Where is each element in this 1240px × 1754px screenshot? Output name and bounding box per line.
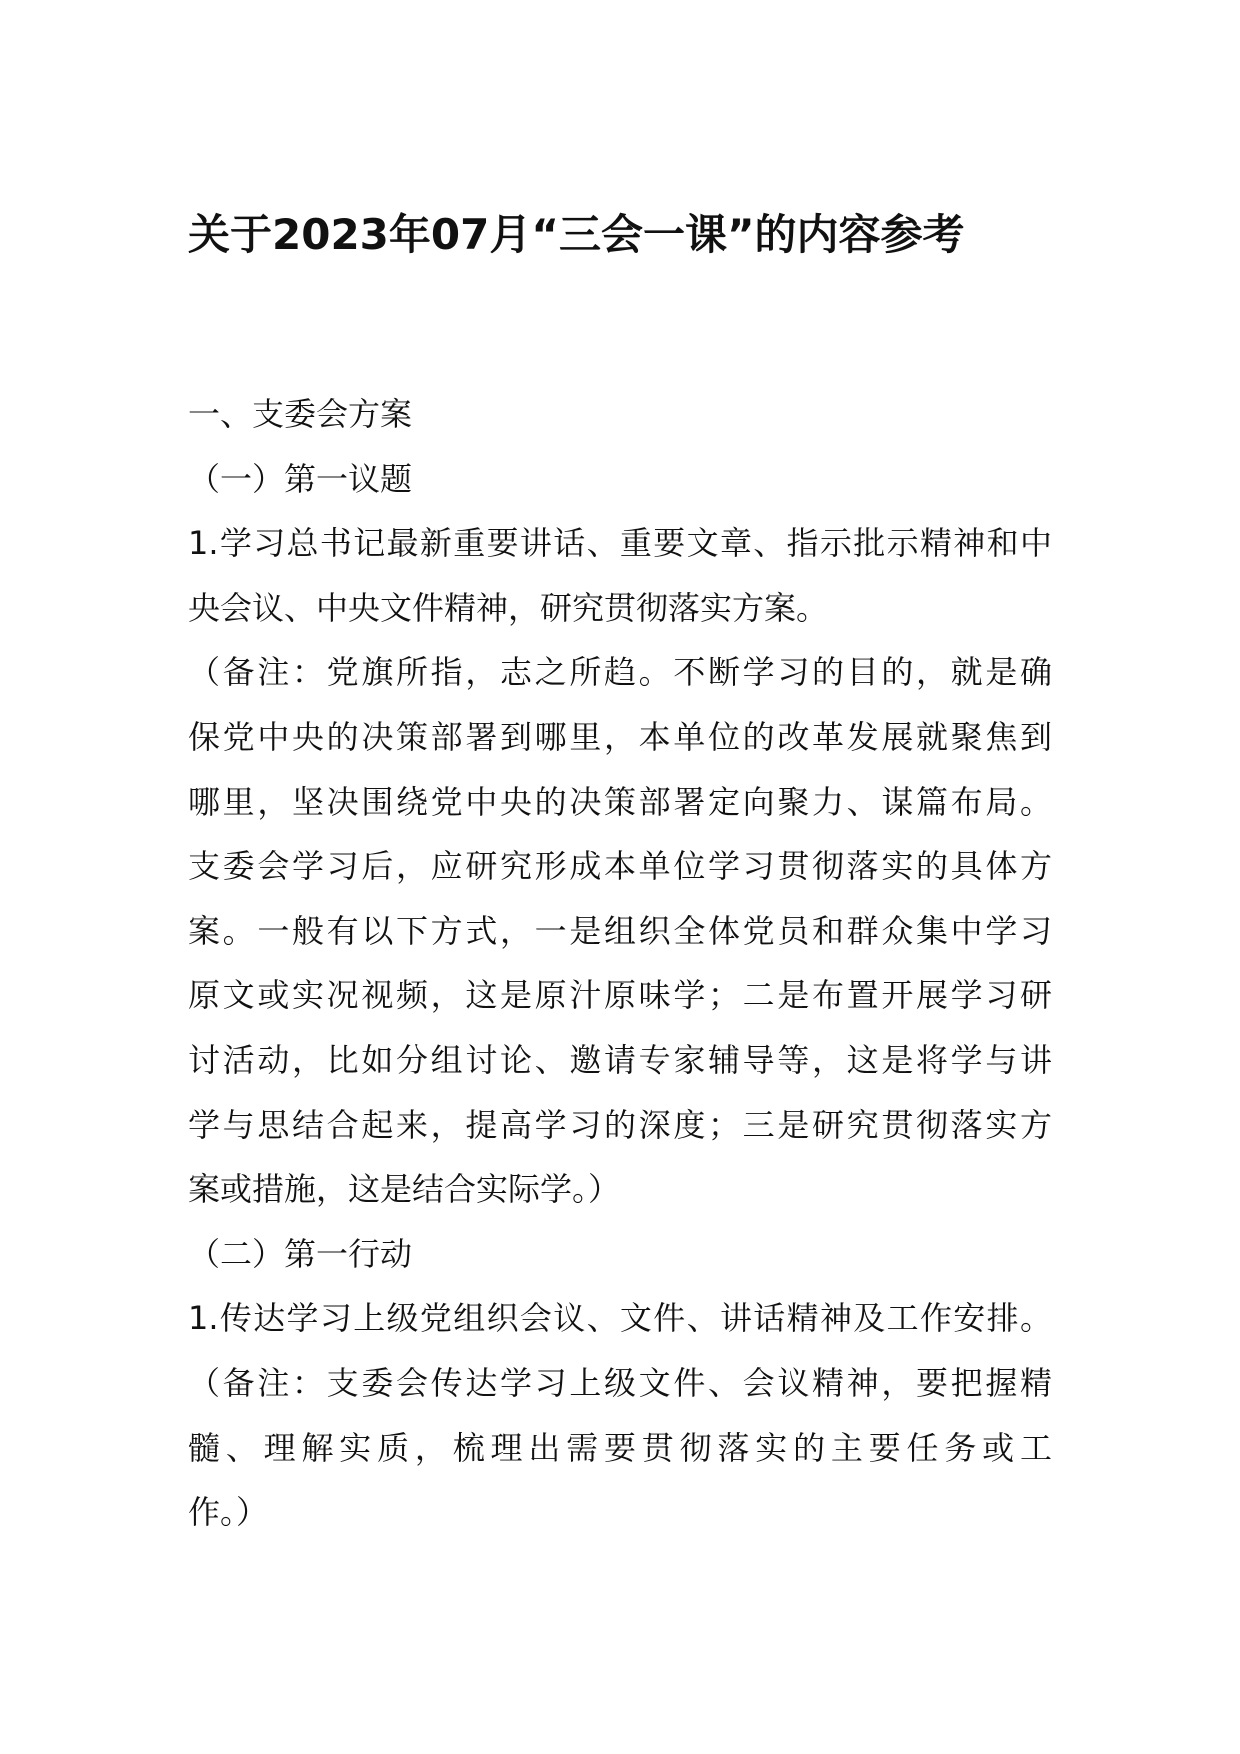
subsection-heading: （二）第一行动 [188, 1234, 413, 1273]
note-line: 案。一般有以下方式，一是组织全体党员和群众集中学习 [188, 911, 1052, 950]
section-heading: 一、支委会方案 [188, 395, 413, 433]
note-line: 作。） [188, 1493, 269, 1532]
note-line: 髓、理解实质，梳理出需要贯彻落实的主要任务或工 [188, 1428, 1052, 1467]
paragraph-line: 1.学习总书记最新重要讲话、重要文章、指示批示精神和中 [188, 524, 1052, 563]
note-line: 支委会学习后，应研究形成本单位学习贯彻落实的具体方 [188, 847, 1052, 886]
paragraph-line: 1.传达学习上级党组织会议、文件、讲话精神及工作安排。 [188, 1299, 1052, 1338]
note-line: 讨活动，比如分组讨论、邀请专家辅导等，这是将学与讲 [188, 1040, 1052, 1079]
document-body [188, 382, 1052, 1545]
document-title: 关于2023年07月“三会一课”的内容参考 [188, 210, 965, 259]
subsection-heading: （一）第一议题 [188, 459, 413, 498]
note-line: 哪里，坚决围绕党中央的决策部署定向聚力、谋篇布局。 [188, 782, 1052, 821]
note-line: 保党中央的决策部署到哪里，本单位的改革发展就聚焦到 [188, 717, 1052, 756]
note-line: 案或措施，这是结合实际学。） [188, 1170, 621, 1209]
note-line: 原文或实况视频，这是原汁原味学；二是布置开展学习研 [188, 976, 1052, 1015]
note-line: （备注：党旗所指，志之所趋。不断学习的目的，就是确 [188, 653, 1052, 692]
paragraph-line: 央会议、中央文件精神，研究贯彻落实方案。 [188, 588, 829, 627]
note-line: （备注：支委会传达学习上级文件、会议精神，要把握精 [188, 1363, 1052, 1402]
note-line: 学与思结合起来，提高学习的深度；三是研究贯彻落实方 [188, 1105, 1052, 1144]
